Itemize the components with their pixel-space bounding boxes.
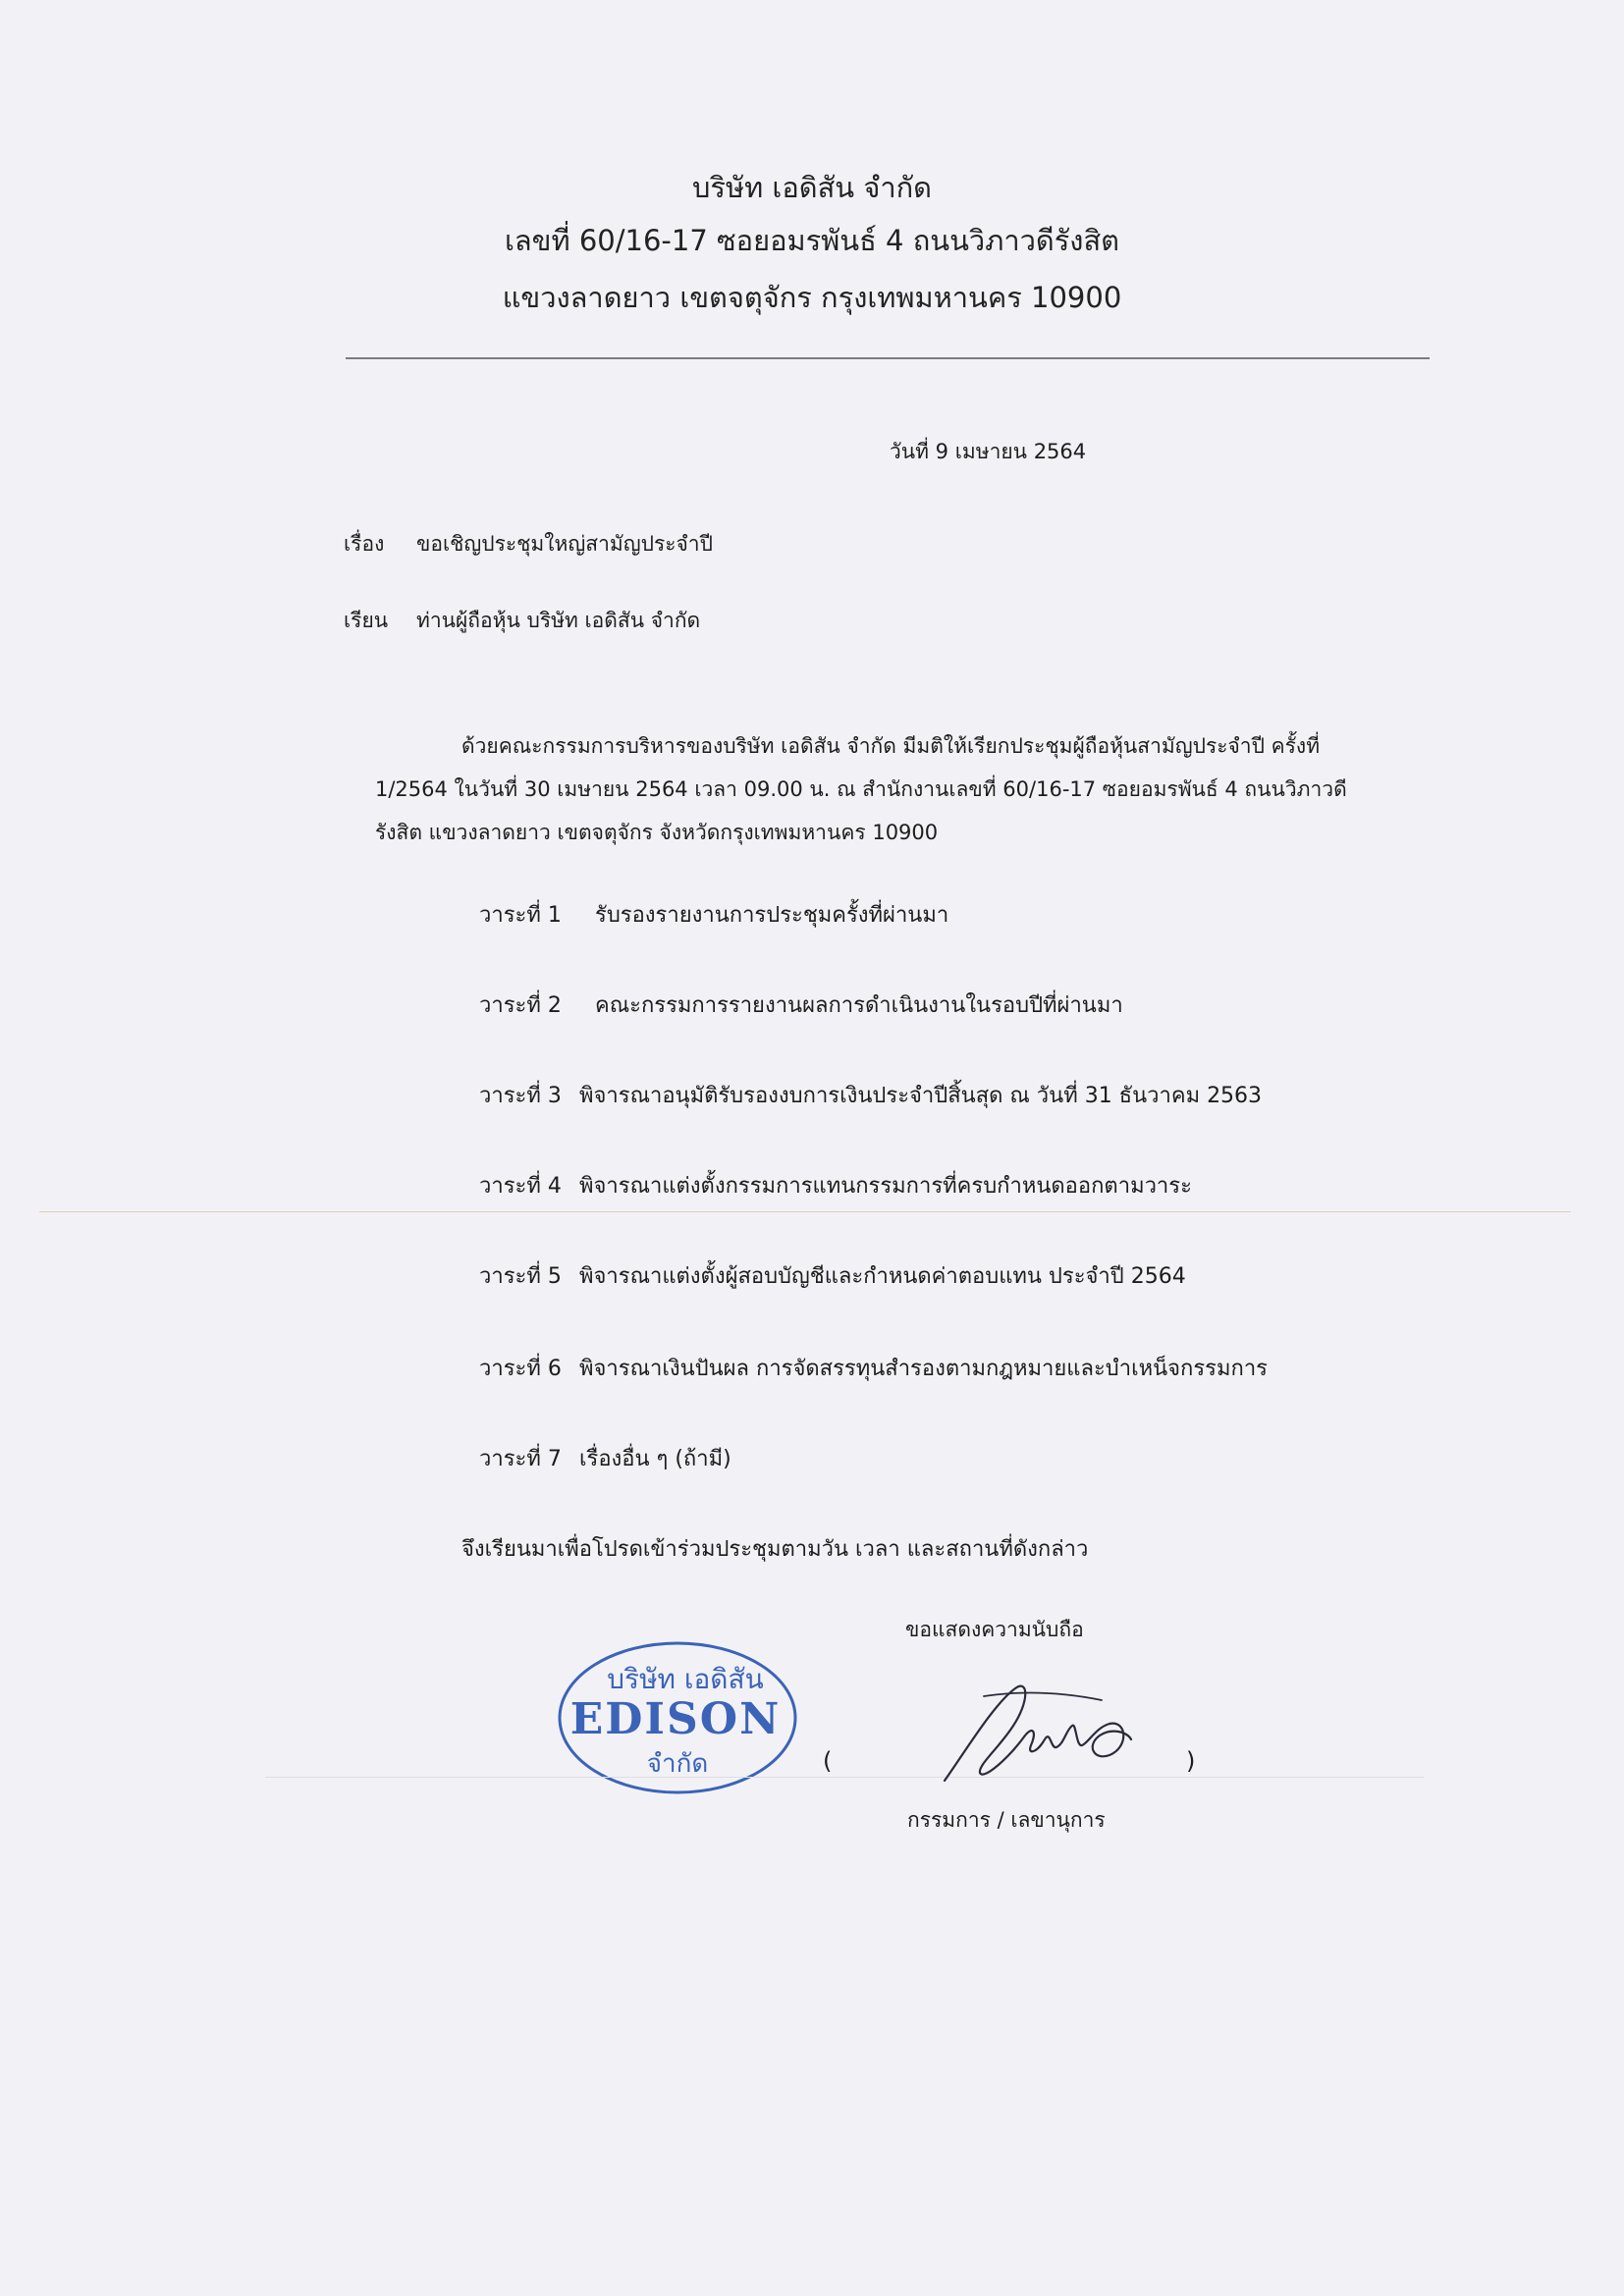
agenda-label: วาระที่ 7 xyxy=(479,1447,562,1471)
stamp-middle-text: EDISON xyxy=(569,1694,782,1744)
agenda-text: คณะกรรมการรายงานผลการดำเนินงานในรอบปีที่ผ่านมา xyxy=(595,993,1123,1018)
agenda-label: วาระที่ 5 xyxy=(479,1264,562,1289)
company-address-line1: เลขที่ 60/16-17 ซอยอมรพันธ์ 4 ถนนวิภาวดีรังสิต xyxy=(504,224,1119,257)
agenda-text: พิจารณาแต่งตั้งผู้สอบบัญชีและกำหนดค่าตอบแทน ประจำปี 2564 xyxy=(579,1264,1186,1289)
body-line-1: ด้วยคณะกรรมการบริหารของบริษัท เอดิสัน จำกัด มีมติให้เรียกประชุมผู้ถือหุ้นสามัญประจำปี ครั้งที่ xyxy=(461,734,1321,758)
agenda-text: พิจารณาเงินปันผล การจัดสรรทุนสำรองตามกฎหมายและบำเหน็จกรรมการ xyxy=(579,1357,1268,1381)
handwritten-signature xyxy=(935,1675,1141,1792)
agenda-label: วาระที่ 6 xyxy=(479,1357,562,1381)
agenda-label: วาระที่ 4 xyxy=(479,1174,562,1199)
body-line-2: 1/2564 ในวันที่ 30 เมษายน 2564 เวลา 09.00 น. ณ สำนักงานเลขที่ 60/16-17 ซอยอมรพันธ์ 4 ถนนวิภาวดี xyxy=(375,777,1347,801)
signature-open-paren: ( xyxy=(823,1747,833,1775)
regards-text: ขอแสดงความนับถือ xyxy=(905,1618,1084,1641)
subject-label: เรื่อง xyxy=(344,532,385,556)
closing-text: จึงเรียนมาเพื่อโปรดเข้าร่วมประชุมตามวัน เวลา และสถานที่ดังกล่าว xyxy=(461,1537,1089,1562)
agenda-text: เรื่องอื่น ๆ (ถ้ามี) xyxy=(579,1447,731,1471)
agenda-text: รับรองรายงานการประชุมครั้งที่ผ่านมา xyxy=(595,903,949,928)
company-name: บริษัท เอดิสัน จำกัด xyxy=(691,171,932,204)
signature-close-paren: ) xyxy=(1186,1747,1196,1775)
agenda-label: วาระที่ 2 xyxy=(479,993,562,1018)
agenda-label: วาระที่ 3 xyxy=(479,1084,562,1108)
stamp-bottom-text: จำกัด xyxy=(646,1749,709,1779)
paper-fold-line xyxy=(39,1211,1571,1212)
company-stamp xyxy=(540,1631,825,1798)
letter-date: วันที่ 9 เมษายน 2564 xyxy=(890,440,1087,463)
agenda-text: พิจารณาอนุมัติรับรองงบการเงินประจำปีสิ้นสุด ณ วันที่ 31 ธันวาคม 2563 xyxy=(579,1084,1263,1108)
signatory-title: กรรมการ / เลขานุการ xyxy=(907,1808,1106,1832)
paper-fold-line xyxy=(265,1777,1424,1778)
letterhead-divider xyxy=(346,357,1430,359)
subject-text: ขอเชิญประชุมใหญ่สามัญประจำปี xyxy=(416,532,713,556)
recipient-label: เรียน xyxy=(344,609,389,632)
agenda-text: พิจารณาแต่งตั้งกรรมการแทนกรรมการที่ครบกำหนดออกตามวาระ xyxy=(579,1174,1192,1199)
stamp-top-text: บริษัท เอดิสัน xyxy=(607,1663,764,1695)
recipient-text: ท่านผู้ถือหุ้น บริษัท เอดิสัน จำกัด xyxy=(416,609,701,632)
body-line-3: รังสิต แขวงลาดยาว เขตจตุจักร จังหวัดกรุงเทพมหานคร 10900 xyxy=(375,821,939,844)
company-address-line2: แขวงลาดยาว เขตจตุจักร กรุงเทพมหานคร 10900 xyxy=(502,281,1122,314)
agenda-label: วาระที่ 1 xyxy=(479,903,562,928)
